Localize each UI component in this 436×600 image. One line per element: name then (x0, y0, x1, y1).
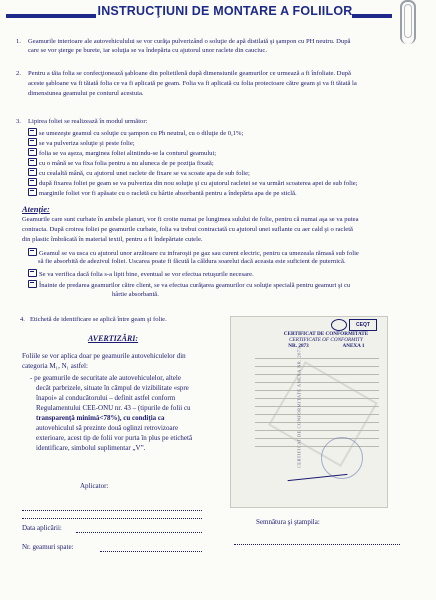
phone-bullet-icon (28, 128, 37, 136)
atentie-bullet-cont: să fie absorbită de adezivul foliei. Uscarea poate fi făcută la căldura soarelui dacă aceasta este suficient de puternică. (38, 258, 346, 265)
title-rule-left (6, 14, 96, 18)
section-2-line-1: Pentru a tăia folia se confecţionează şabloane din polietilenă după dimensiunile geamurilor ce urmează a fi înfoliate. După (28, 70, 351, 77)
avertizari-line: Regulamentului CEE-ONU nr. 43 – (tipurile de folii cu (36, 404, 191, 412)
atentie-bullet: Înainte de predarea geamurilor către client, se va efectua curăţarea geamurilor cu soluţie specială pentru geamuri şi cu (28, 280, 408, 290)
data-aplicarii-label: Data aplicării: (22, 524, 62, 532)
phone-bullet-icon (28, 280, 37, 288)
page-title: INSTRUCŢIUNI DE MONTARE A FOLIILOR (97, 4, 353, 18)
paperclip-inner-icon (404, 4, 412, 38)
phone-bullet-icon (28, 158, 37, 166)
atentie-line-1: Geamurile care sunt curbate în ambele planuri, vor fi croite numai pe lungimea sulului de folie, pentru că numai aşa se va putea (22, 216, 359, 223)
certificate-annex: ANEXA 1 (342, 343, 365, 349)
section-1-number: 1. (16, 38, 21, 45)
semnatura-line (234, 544, 400, 545)
data-aplicarii-line (76, 532, 202, 533)
section-3-bullet: după fixarea foliei pe geam se va pulveriza din nou soluţie şi cu ajutorul racletei se va urmări scoaterea apei de sub folie; (28, 178, 408, 188)
section-4-text: Etichetă de identificare se aplică între geam şi folie. (30, 316, 167, 323)
section-2-number: 2. (16, 70, 21, 77)
avertizari-line: decât parbrizele, situate în câmpul de vizibilitate «spre (36, 384, 189, 392)
section-3-bullet: cu cealaltă mână, cu ajutorul unei raclete de fixare se va scoate apa de sub folie; (28, 168, 408, 178)
section-3-bullet: folia se va aşeza, marginea foliei aliniindu-se la conturul geamului; (28, 148, 408, 158)
certificate-logo: CEQT (349, 319, 377, 331)
aplicator-line-1 (22, 510, 202, 511)
avertizari-line: autovehiculul să prezinte două oglinzi retrovizoare (36, 424, 179, 432)
section-3-bullet: se umezeşte geamul cu soluţie cu şampon cu Ph neutral, cu o diluţie de 0,1%; (28, 128, 408, 138)
section-3-number: 3. (16, 118, 21, 125)
phone-bullet-icon (28, 188, 37, 196)
atentie-line-3: din plastic îmbrăcată în material textil, pentru a fi îndepărtate cutele. (22, 236, 203, 243)
atentie-bullet-cont: hârtie absorbantă. (112, 291, 159, 298)
atentie-line-2: contracta. După croirea foliei pe geamurile curbate, folia va trebui contractată cu ajutorul unei suflante cu aer cald şi o racletă (22, 226, 353, 233)
section-3-bullet: se va pulveriza soluţie şi peste folie; (28, 138, 408, 148)
aplicator-line-2 (22, 518, 202, 519)
nr-geamuri-label: Nr. geamuri spate: (22, 543, 74, 551)
section-2-line-3: dimensiunea geamului pe conturul acestuia. (28, 90, 144, 97)
section-2-line-2: aceste şabloane va fi tăiată folia ce va fi aplicată pe geam. Folia va fi aplicată cu folia protectoare către geam şi va fi tăiată la (28, 80, 357, 87)
avertizari-intro-1: Foliile se vor aplica doar pe geamurile autovehiculelor din (22, 352, 186, 360)
section-1-line-1: Geamurile interioare ale autovehiculului se vor curăţa pulverizând o soluţie de apă distilată şi şampon cu PH neutru. După (28, 38, 351, 45)
section-3-intro: Lipirea foliei se realizează în modul următor: (28, 118, 148, 125)
section-4-number: 4. (20, 316, 25, 323)
phone-bullet-icon (28, 138, 37, 146)
avertizari-heading: AVERTIZĂRI: (88, 334, 139, 343)
certificate-subtitle: CERTIFICATE OF CONFORMITY (289, 337, 363, 343)
atentie-bullet: Se va verifica dacă folia s-a lipit bine, eventual se vor efectua retuşurile necesare. (28, 269, 408, 279)
phone-bullet-icon (28, 168, 37, 176)
nr-geamuri-line (100, 551, 202, 552)
atentie-bullet: Geamul se va usca cu ajutorul unor arzătoare cu infraroşii pe gaz sau curent electric, pentru ca umezeala rămasă sub folie (28, 248, 408, 258)
phone-bullet-icon (28, 148, 37, 156)
certificate-title: CERTIFICAT DE CONFORMITATE (283, 331, 369, 337)
avertizari-line: identificare, simbolul suplimentar „V”. (36, 444, 146, 452)
phone-bullet-icon (28, 178, 37, 186)
avertizari-line: înapoi» al conducătorului – definit astfel conform (36, 394, 176, 402)
aplicator-label: Aplicator: (80, 482, 109, 490)
semnatura-label: Semnătura şi ştampila: (256, 518, 320, 526)
certificate-seal-logo (331, 319, 347, 331)
section-3-bullet: cu o mână se va fixa folia pentru a nu aluneca de pe poziţia fixată; (28, 158, 408, 168)
section-3-bullet: marginile foliei vor fi apăsate cu o racletă cu hârtie absorbantă pentru a îndepărta apa de pe sticlă. (28, 188, 408, 198)
certificate-rows (255, 355, 379, 451)
avertizari-line: exterioare, acest tip de folii vor purta în plus pe etichetă (36, 434, 193, 442)
phone-bullet-icon (28, 269, 37, 277)
certificate-image (230, 316, 388, 508)
avertizari-intro-2: categoria M₁, N₁ astfel: (22, 362, 88, 370)
section-1-line-2: care se vor şterge pe burete, iar soluţia se va îndepărta cu ajutorul unor raclete din cauciuc. (28, 47, 267, 54)
avertizari-line: transparenţă minimă<78%), cu condiţia ca (36, 414, 165, 422)
atentie-heading: Atenţie: (22, 204, 50, 214)
avertizari-line: - pe geamurile de securitate ale autovehiculelor, altele (30, 374, 181, 382)
title-rule-right (352, 14, 392, 18)
phone-bullet-icon (28, 248, 37, 256)
certificate-vertical-text: CERTIFICAT DE CONFORMITATE ANEXA NR. 2873 (296, 346, 302, 469)
certificate-number: NR. 2873 (288, 343, 309, 349)
